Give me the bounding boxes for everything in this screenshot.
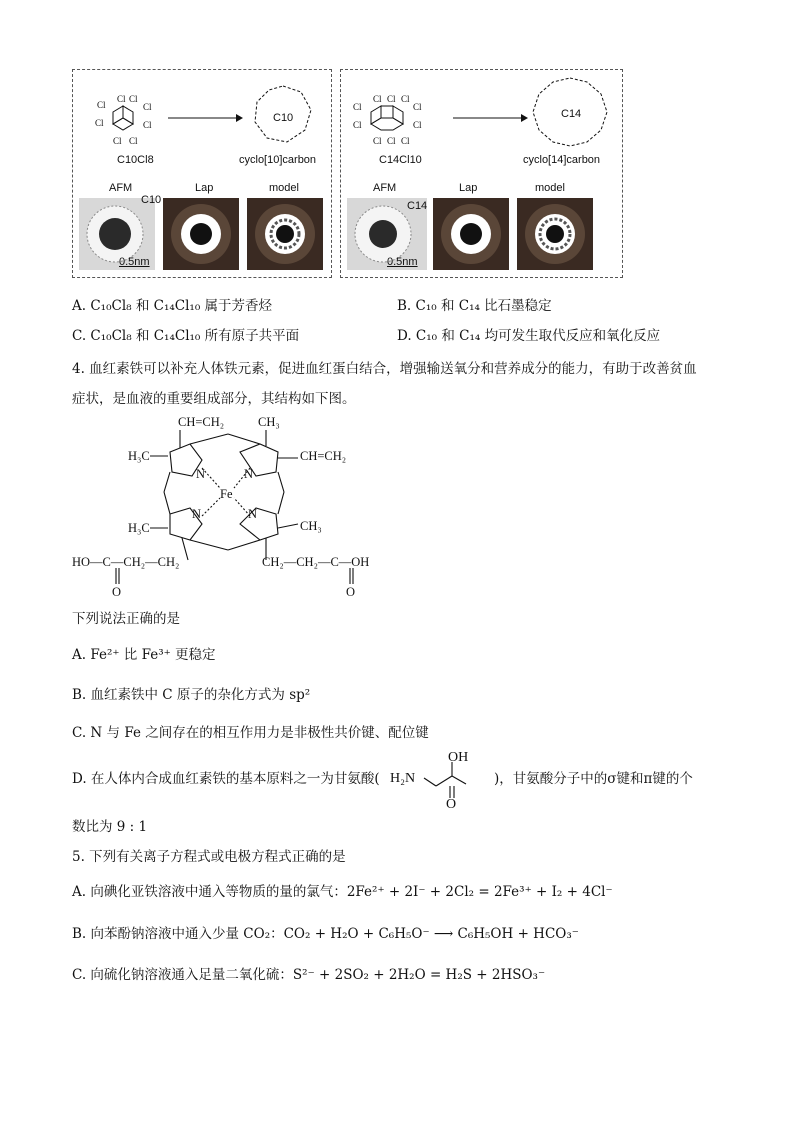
model-label-right: model <box>535 182 565 194</box>
svg-text:Cl: Cl <box>401 94 410 104</box>
q4-option-a: A. Fe²⁺ 比 Fe³⁺ 更稳定 <box>72 647 216 663</box>
figure-left-panel <box>72 69 332 278</box>
svg-text:Cl: Cl <box>413 120 422 130</box>
product-name-right: cyclo[14]carbon <box>523 154 601 166</box>
heme-methyl-left2: H₃C <box>128 521 150 535</box>
svg-text:Cl: Cl <box>353 102 362 112</box>
q5-stem: 5. 下列有关离子方程式或电极方程式正确的是 <box>72 849 346 865</box>
glycine-o: O <box>446 797 457 810</box>
precursor-formula-left: C10Cl8 <box>117 154 154 166</box>
svg-text:Cl: Cl <box>129 136 138 146</box>
q5-option-c: C. 向硫化钠溶液通入足量二氧化硫：S²⁻ + 2SO₂ + 2H₂O = H₂S + 2HSO₃⁻ <box>72 967 546 983</box>
precursor-formula-right: C14Cl10 <box>379 154 422 166</box>
heme-o-right: O <box>346 585 356 599</box>
glycine-h2n: H₂N <box>390 771 416 786</box>
heme-n2: N <box>244 467 254 481</box>
q4-question: 下列说法正确的是 <box>72 611 180 627</box>
heme-n3: N <box>192 507 202 521</box>
scale-bar-left: 0.5nm <box>119 256 150 268</box>
glycine-structure <box>390 748 494 810</box>
q4-option-d-cont: 数比为 9 : 1 <box>72 819 148 835</box>
ring-label-right: C14 <box>561 108 582 120</box>
ring-label-left: C10 <box>273 112 294 124</box>
svg-text:Cl: Cl <box>113 136 122 146</box>
q3-option-d: D. C₁₀ 和 C₁₄ 均可发生取代反应和氧化反应 <box>397 328 661 344</box>
svg-text:Cl: Cl <box>129 94 138 104</box>
scale-bar-right: 0.5nm <box>387 256 418 268</box>
q4-stem-line1: 4. 血红素铁可以补充人体铁元素，促进血红蛋白结合，增强输送氧分和营养成分的能力，有助于改善贫血 <box>72 361 697 377</box>
heme-acid-left: HO—C—CH₂—CH₂ <box>72 555 180 569</box>
q5-option-b: B. 向苯酚钠溶液中通入少量 CO₂：CO₂ + H₂O + C₆H₅O⁻ ⟶ C₆H₅OH + HCO₃⁻ <box>72 926 579 942</box>
heme-vinyl-right: CH=CH₂ <box>300 449 347 463</box>
svg-text:Cl: Cl <box>95 118 104 128</box>
heme-methyl-right2: CH₃ <box>300 519 322 533</box>
svg-text:Cl: Cl <box>401 136 410 146</box>
svg-text:Cl: Cl <box>387 136 396 146</box>
model-image-right <box>517 198 593 270</box>
q4-stem-line2: 症状，是血液的重要组成部分，其结构如下图。 <box>72 391 356 407</box>
q4-option-c: C. N 与 Fe 之间存在的相互作用力是非极性共价键、配位键 <box>72 725 429 741</box>
heme-n4: N <box>248 507 258 521</box>
heme-n1: N <box>196 467 206 481</box>
heme-methyl-left: H₃C <box>128 449 150 463</box>
c10cl8-structure <box>91 92 161 162</box>
product-name-left: cyclo[10]carbon <box>239 154 317 166</box>
svg-text:Cl: Cl <box>143 120 152 130</box>
reaction-arrow-right <box>453 112 528 124</box>
heme-o-left: O <box>112 585 122 599</box>
figure-right-panel <box>340 69 623 278</box>
q3-option-c: C. C₁₀Cl₈ 和 C₁₄Cl₁₀ 所有原子共平面 <box>72 328 300 344</box>
heme-methyl-top: CH₃ <box>258 415 280 429</box>
afm-label-left: AFM <box>109 182 133 194</box>
lap-label-right: Lap <box>459 182 478 194</box>
svg-text:Cl: Cl <box>413 102 422 112</box>
q4-option-d-pre: D. 在人体内合成血红素铁的基本原料之一为甘氨酸( <box>72 771 380 787</box>
afm-ring-label-right: C14 <box>407 200 428 212</box>
svg-text:Cl: Cl <box>353 120 362 130</box>
q3-option-a: A. C₁₀Cl₈ 和 C₁₄Cl₁₀ 属于芳香烃 <box>72 298 273 314</box>
svg-text:Cl: Cl <box>373 136 382 146</box>
heme-acid-right: CH₂—CH₂—C—OH <box>262 555 370 569</box>
svg-text:Cl: Cl <box>117 94 126 104</box>
heme-vinyl-top: CH=CH₂ <box>178 415 225 429</box>
svg-text:Cl: Cl <box>387 94 396 104</box>
heme-structure <box>70 412 400 602</box>
svg-text:Cl: Cl <box>143 102 152 112</box>
lap-image-left <box>163 198 239 270</box>
q4-option-b: B. 血红素铁中 C 原子的杂化方式为 sp² <box>72 687 311 703</box>
afm-label-right: AFM <box>373 182 397 194</box>
model-label-left: model <box>269 182 299 194</box>
reaction-arrow-left <box>168 112 243 124</box>
q4-option-d-post: )，甘氨酸分子中的σ键和π键的个 <box>494 771 693 787</box>
q3-option-b: B. C₁₀ 和 C₁₄ 比石墨稳定 <box>397 298 552 314</box>
afm-ring-label-left: C10 <box>141 194 162 206</box>
lap-label-left: Lap <box>195 182 214 194</box>
svg-text:Cl: Cl <box>97 100 106 110</box>
heme-fe: Fe <box>220 487 233 501</box>
q5-option-a: A. 向碘化亚铁溶液中通入等物质的量的氯气：2Fe²⁺ + 2I⁻ + 2Cl₂ = 2Fe³⁺ + I₂ + 4Cl⁻ <box>72 884 613 900</box>
c14cl10-structure <box>351 92 441 162</box>
model-image-left <box>247 198 323 270</box>
glycine-oh: OH <box>448 750 469 765</box>
lap-image-right <box>433 198 509 270</box>
svg-text:Cl: Cl <box>373 94 382 104</box>
